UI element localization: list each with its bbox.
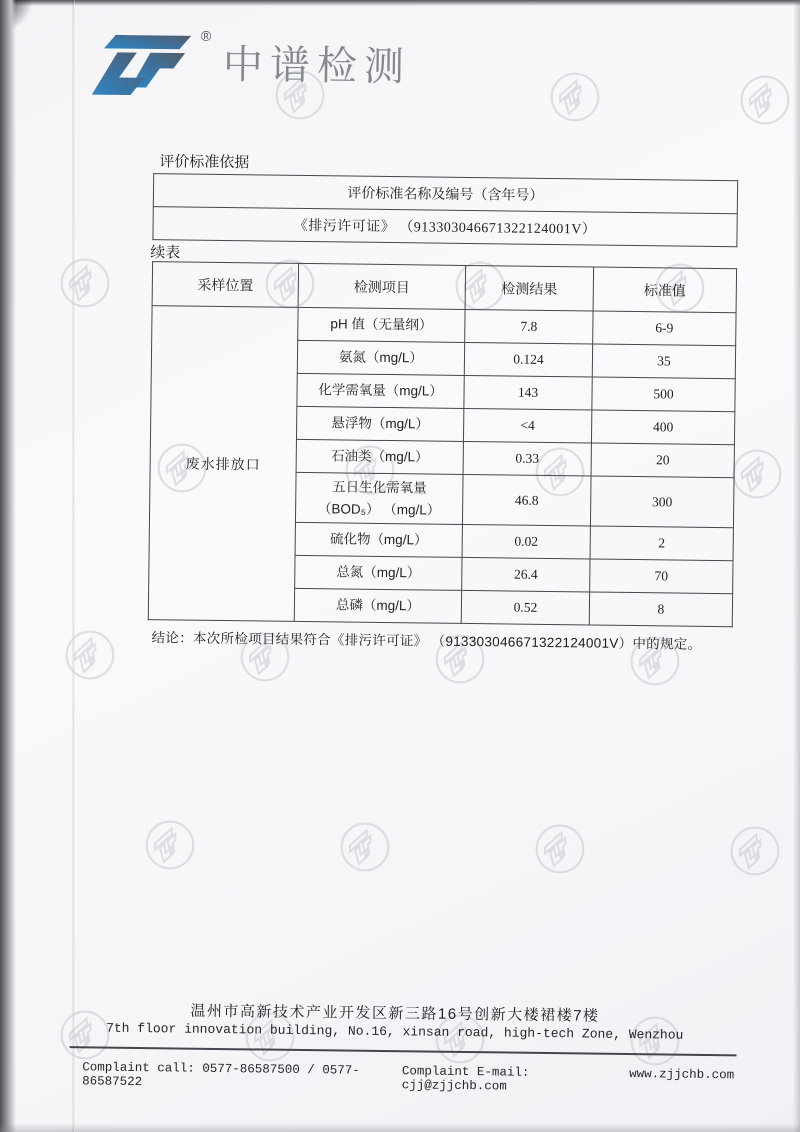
column-header-test-result: 检测结果 bbox=[465, 265, 594, 311]
table-header-row bbox=[152, 262, 736, 313]
table-row bbox=[153, 207, 737, 247]
test-result-cell: 7.8 bbox=[465, 309, 593, 344]
standard-value-cell: 35 bbox=[592, 344, 735, 379]
standard-value-cell: 6-9 bbox=[593, 311, 736, 346]
footer-divider bbox=[70, 1046, 737, 1056]
brand-header bbox=[82, 27, 411, 119]
complaint-email: Complaint E-mail: cjj@zjjchb.com bbox=[401, 1064, 530, 1094]
standard-value-cell: 2 bbox=[590, 526, 733, 561]
test-result-cell: 0.52 bbox=[461, 590, 589, 625]
standard-value-cell: 8 bbox=[589, 592, 732, 627]
column-header-test-item: 检测项目 bbox=[298, 263, 466, 309]
standards-table-header-cell: 评价标准名称及编号（含年号） bbox=[153, 174, 737, 214]
test-result-cell: 0.33 bbox=[463, 441, 591, 476]
standards-table bbox=[152, 173, 738, 247]
test-item-cell: 五日生化需氧量 （BOD₅） （mg/L） bbox=[295, 472, 463, 524]
results-table bbox=[148, 261, 737, 627]
standard-value-cell: 500 bbox=[592, 377, 735, 412]
test-result-cell: 0.124 bbox=[464, 342, 592, 377]
address-english: 7th floor innovation building, No.16, xinsan road, high-tech Zone, Wenzhou bbox=[106, 1020, 684, 1043]
standard-value-cell: 70 bbox=[590, 559, 733, 594]
test-item-cell: 氨氮（mg/L） bbox=[297, 340, 464, 375]
test-item-cell: 总磷（mg/L） bbox=[294, 588, 461, 623]
address-chinese: 温州市高新技术产业开发区新三路16号创新大楼裙楼7楼 bbox=[190, 1002, 600, 1025]
test-item-cell: 化学需氧量（mg/L） bbox=[297, 373, 464, 408]
test-result-cell: 26.4 bbox=[462, 557, 590, 592]
test-item-cell: pH 值（无量纲） bbox=[298, 307, 465, 342]
standards-basis-heading: 评价标准依据 bbox=[159, 153, 250, 172]
column-header-sampling-location: 采样位置 bbox=[152, 262, 299, 308]
conclusion-text: 结论：本次所检项目结果符合《排污许可证》 （913303046671322124001V）中的规定。 bbox=[151, 630, 702, 652]
test-result-cell: <4 bbox=[463, 408, 591, 443]
test-item-cell: 硫化物（mg/L） bbox=[295, 522, 462, 557]
table-row bbox=[152, 306, 736, 346]
registered-trademark-mark: ® bbox=[200, 27, 212, 44]
standard-value-cell: 20 bbox=[591, 443, 734, 478]
complaint-call: Complaint call: 0577-86587500 / 0577-86587522 bbox=[82, 1060, 360, 1090]
continued-table-label: 续表 bbox=[150, 244, 181, 262]
company-name: 中谱检测 bbox=[222, 42, 412, 90]
test-result-cell: 0.02 bbox=[462, 524, 590, 559]
footer-contacts bbox=[82, 1060, 734, 1096]
test-item-cell: 悬浮物（mg/L） bbox=[296, 406, 463, 441]
test-item-cell: 总氮（mg/L） bbox=[295, 555, 462, 590]
standards-table-value-cell: 《排污许可证》 （913303046671322124001V） bbox=[153, 207, 737, 247]
test-result-cell: 143 bbox=[464, 375, 592, 410]
standard-value-cell: 300 bbox=[590, 476, 734, 528]
test-result-cell: 46.8 bbox=[462, 474, 591, 526]
sampling-location-cell: 废水排放口 bbox=[148, 306, 298, 622]
column-header-standard-value: 标准值 bbox=[593, 267, 737, 313]
zp-logo-icon bbox=[82, 27, 199, 116]
website-url: www.zjjchb.com bbox=[629, 1067, 735, 1083]
standard-value-cell: 400 bbox=[591, 410, 734, 445]
test-item-cell: 石油类（mg/L） bbox=[296, 439, 463, 474]
